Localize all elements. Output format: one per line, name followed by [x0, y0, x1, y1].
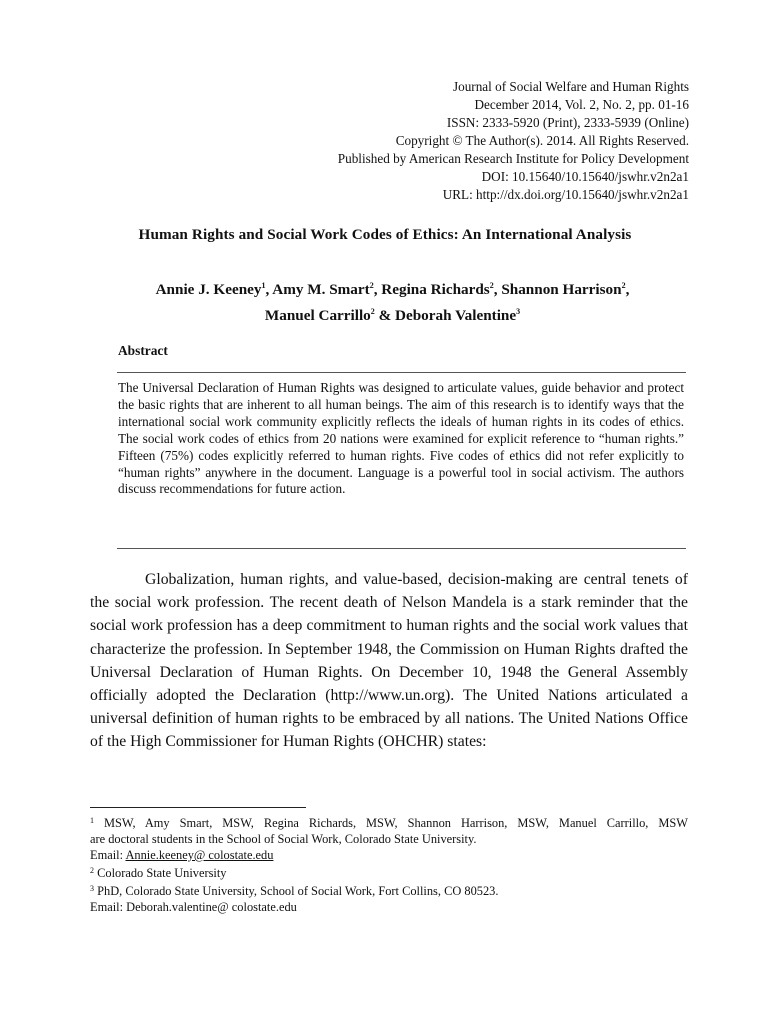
author-list: [0, 275, 770, 327]
abstract-heading: Abstract: [118, 343, 168, 358]
footnote-3-email-line: Email: Deborah.valentine@ colostate.edu: [90, 900, 297, 914]
journal-issn: ISSN: 2333-5920 (Print), 2333-5939 (Online): [446, 115, 689, 130]
footnote-1-line-1: [90, 813, 688, 831]
paper-title: Human Rights and Social Work Codes of Ethics: An International Analysis: [138, 226, 632, 243]
footnote-1-email-line: [90, 847, 688, 863]
affiliation-mark: 2: [489, 281, 494, 290]
abstract-text: The Universal Declaration of Human Rights was designed to articulate values, guide behavior and protect the basic rights that are inherent to all human beings. The aim of this research is to identify ways that the international social work community explicitly reflects the ideals of human rights in its codes of ethics. The social work codes of ethics from 20 nations were examined for explicit reference to “human rights.” Fifteen (75%) codes explicitly referred to human rights. Five codes of ethics did not refer explicitly to “human rights” anywhere in the document. Language is a powerful tool in social activism. The authors discuss recommendations for future action.: [118, 380, 684, 497]
journal-name: Journal of Social Welfare and Human Rights: [452, 79, 689, 94]
author-name: Annie J. Keeney: [155, 281, 262, 298]
footnote-2-text: Colorado State University: [97, 866, 227, 880]
author-separator: ,: [625, 281, 630, 298]
author-separator: ,: [493, 281, 502, 298]
footnote-mark: 3: [90, 884, 94, 893]
author-name: Shannon Harrison: [501, 281, 622, 298]
footnote-mark: 2: [90, 866, 94, 875]
body-paragraph: Globalization, human rights, and value-based, decision-making are central tenets of the social work profession. The recent death of Nelson Mandela is a stark reminder that the social work profession has a deep commitment to human rights and the social work values that characterize the profession. In September 1948, the Commission on Human Rights drafted the Universal Declaration of Human Rights. On December 10, 1948 the General Assembly officially adopted the Declaration (http://www.un.org). The United Nations articulated a universal definition of human rights to be embraced by all nations. The United Nations Office of the High Commissioner for Human Rights (OHCHR) states:: [90, 571, 688, 751]
affiliation-mark: 2: [370, 307, 375, 316]
journal-copyright: Copyright © The Author(s). 2014. All Rights Reserved.: [395, 133, 689, 148]
journal-url: URL: http://dx.doi.org/10.15640/jswhr.v2n2a1: [442, 187, 689, 202]
author-separator: ,: [373, 281, 382, 298]
author-name: Deborah Valentine: [395, 307, 517, 324]
author-separator: ,: [265, 281, 273, 298]
email-link[interactable]: Annie.keeney@ colostate.edu: [125, 848, 274, 862]
email-label: Email:: [90, 848, 126, 862]
author-line-2: [0, 301, 770, 327]
abstract-bottom-rule: [117, 548, 686, 549]
author-name: Manuel Carrillo: [264, 307, 371, 324]
journal-doi: DOI: 10.15640/10.15640/jswhr.v2n2a1: [481, 169, 689, 184]
affiliation-mark: 2: [621, 281, 626, 290]
footnote-1-text: MSW, Amy Smart, MSW, Regina Richards, MSW, Shannon Harrison, MSW, Manuel Carrillo, MSW: [103, 816, 688, 830]
affiliation-mark: 2: [369, 281, 374, 290]
footnote-2: [90, 863, 688, 881]
author-name: Amy M. Smart: [272, 281, 370, 298]
journal-publisher: Published by American Research Institute for Policy Development: [337, 151, 689, 166]
author-separator: &: [374, 307, 396, 324]
affiliation-mark: 1: [261, 281, 266, 290]
abstract-top-rule: [117, 372, 686, 373]
journal-issue: December 2014, Vol. 2, No. 2, pp. 01-16: [474, 97, 689, 112]
footnote-1-line-2: are doctoral students in the School of Social Work, Colorado State University.: [90, 832, 477, 846]
journal-header: [338, 78, 689, 204]
footnote-mark: 1: [90, 816, 94, 825]
footnote-3: [90, 881, 688, 899]
footnote-3-text: PhD, Colorado State University, School of Social Work, Fort Collins, CO 80523.: [97, 884, 499, 898]
footnote-separator: [90, 807, 306, 808]
affiliation-mark: 3: [516, 307, 521, 316]
author-name: Regina Richards: [381, 281, 490, 298]
footnotes: [90, 813, 688, 915]
author-line-1: [0, 275, 770, 301]
